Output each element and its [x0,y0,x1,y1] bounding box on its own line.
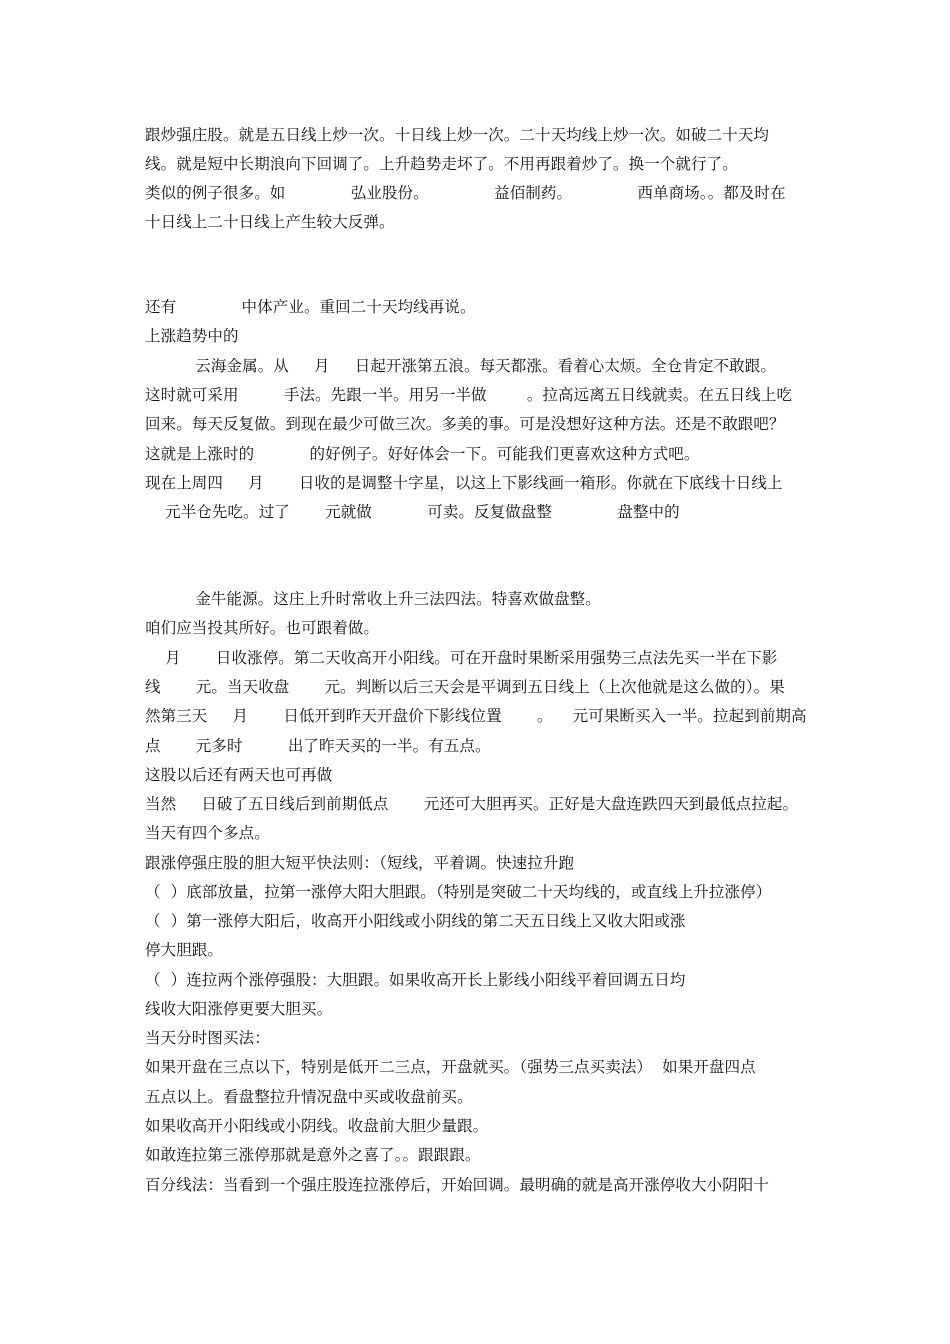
text-line: 线收大阳涨停更要大胆买。 [145,1000,333,1018]
text-line: 跟炒强庄股。就是五日线上炒一次。十日线上炒一次。二十天均线上炒一次。如破二十天均 [145,126,770,144]
text-line: 云海金属。从 月 日起开涨第五浪。每天都涨。看着心太烦。全仓肯定不敢跟。 [145,357,776,375]
text-line: 这股以后还有两天也可再做 [145,766,333,784]
text-line: （ ）连拉两个涨停强股：大胆跟。如果收高开长上影线小阳线平着回调五日均 [145,971,686,989]
text-line: 线。就是短中长期浪向下回调了。上升趋势走坏了。不用再跟着炒了。换一个就行了。 [145,155,738,173]
text-line: 线 元。当天收盘 元。判断以后三天会是平调到五日线上（上次他就是这么做的）。果 [145,678,785,696]
text-line: 跟涨停强庄股的胆大短平快法则：（短线，平着调。快速拉升跑 [145,854,575,872]
text-line: 当天分时图买法： [145,1029,270,1047]
text-line: 当然 日破了五日线后到前期低点 元还可大胆再买。正好是大盘连跌四天到最低点拉起。 [145,795,799,813]
text-line: 月 日收涨停。第二天收高开小阳线。可在开盘时果断采用强势三点法先买一半在下影 [145,649,778,667]
text-line: （ ）第一涨停大阳后，收高开小阳线或小阴线的第二天五日线上又收大阳或涨 [145,912,686,930]
text-line: 点 元多时 出了昨天买的一半。有五点。 [145,737,491,755]
text-line: 现在上周四 月 日收的是调整十字星，以这上下影线画一箱形。你就在下底线十日线上 [145,474,783,492]
text-line: 这就是上涨时的 的好例子。好好体会一下。可能我们更喜欢这种方式吧。 [145,445,700,463]
text-line: 类似的例子很多。如 弘业股份。 益佰制药。 西单商场。。都及时在 [145,184,786,202]
text-line: 咱们应当投其所好。也可跟着做。 [145,619,380,637]
text-line: 十日线上二十日线上产生较大反弹。 [145,213,395,231]
text-line: 停大胆跟。 [145,941,224,959]
text-line: 当天有四个多点。 [145,824,270,842]
text-line: 然第三天 月 日低开到昨天开盘价下影线位置 。 元可果断买入一半。拉起到前期高 [145,707,807,725]
text-line: 如果开盘在三点以下，特别是低开二三点，开盘就买。（强势三点买卖法） 如果开盘四点 [145,1058,756,1076]
text-line: 如果收高开小阳线或小阴线。收盘前大胆少量跟。 [145,1117,489,1135]
text-line: 百分线法：当看到一个强庄股连拉涨停后，开始回调。最明确的就是高开涨停收大小阴阳十 [145,1176,770,1194]
text-line: 元半仓先吃。过了 元就做 可卖。反复做盘整 盘整中的 [145,503,680,521]
text-line: 这时就可采用 手法。先跟一半。用另一半做 。拉高远离五日线就卖。在五日线上吃 [145,386,793,404]
text-line: 金牛能源。这庄上升时常收上升三法四法。特喜欢做盘整。 [145,590,601,608]
text-line: 如敢连拉第三涨停那就是意外之喜了。。跟跟跟。 [145,1146,481,1164]
text-line: 还有 中体产业。重回二十天均线再说。 [145,298,476,316]
text-line: 上涨趋势中的 [145,327,239,345]
text-line: 五点以上。看盘整拉升情况盘中买或收盘前买。 [145,1088,473,1106]
text-line: （ ）底部放量，拉第一涨停大阳大胆跟。（特别是突破二十天均线的，或直线上升拉涨停） [145,883,772,901]
text-line: 回来。每天反复做。到现在最少可做三次。多美的事。可是没想好这种方法。还是不敢跟吧？ [145,415,785,433]
